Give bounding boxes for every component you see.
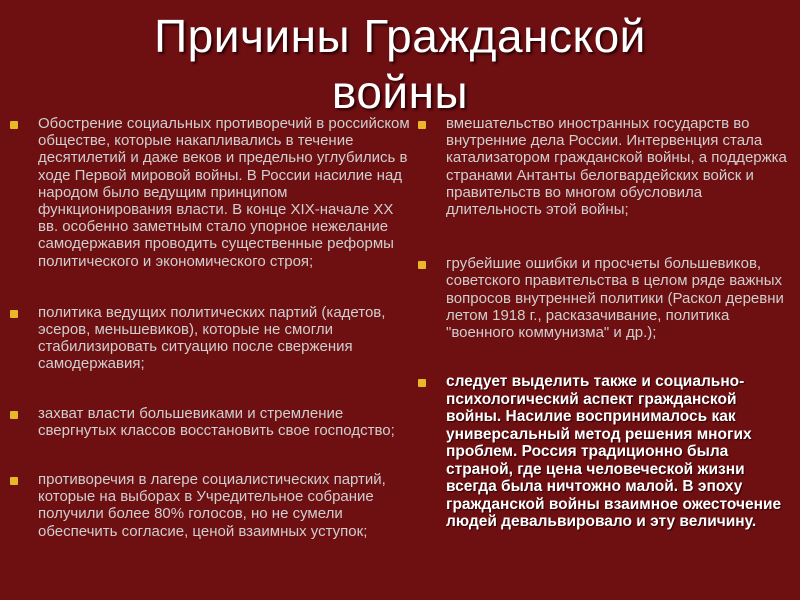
- square-bullet-icon: [10, 310, 18, 318]
- list-item: [418, 373, 790, 531]
- list-item: [418, 255, 790, 341]
- list-item: [10, 405, 410, 439]
- slide-title: [0, 8, 800, 120]
- list-item-text: вмешательство иностранных государств во внутренние дела России. Интервенция стала катализатором гражданской войны, а поддержка странами Антанты белогвардейских войск и правительств во многом обусловила длительность этой войны;: [446, 115, 787, 219]
- list-item-text-emphasized: следует выделить также и социально-психологический аспект гражданской войны. Насилие воспринималось как универсальный метод решения многих проблем. Россия традиционно была страной, где цена человеческой жизни всегда была ничтожно малой. В эпоху гражданской войны взаимное ожесточение людей девальвировало и эту величину.: [446, 373, 782, 531]
- square-bullet-icon: [10, 121, 18, 129]
- list-item: [10, 304, 410, 373]
- list-item-text: Обострение социальных противоречий в российском обществе, которые накапливались в течение десятилетий и даже веков и предельно углубились в ходе Первой мировой войны. В России насилие над народом было ведущим принципом функционирования власти. В конце XIX-начале XX вв. особенно заметным стало упорное нежелание самодержавия проводить существенные реформы политического и экономического строя;: [38, 115, 410, 270]
- square-bullet-icon: [418, 121, 426, 129]
- square-bullet-icon: [10, 411, 18, 419]
- square-bullet-icon: [10, 477, 18, 485]
- list-item: [418, 115, 790, 218]
- list-item-text: политика ведущих политических партий (кадетов, эсеров, меньшевиков), которые не смогли стабилизировать ситуацию после свержения самодержавия;: [38, 303, 386, 373]
- list-item-text: захват власти большевиками и стремление свергнутых классов восстановить свое господство;: [38, 404, 395, 439]
- list-item-text: противоречия в лагере социалистических партий, которые на выборах в Учредительное собрание получили более 80% голосов, но не сумели обеспечить согласие, ценой взаимных уступок;: [38, 471, 386, 540]
- list-item: [10, 115, 410, 270]
- right-column: [418, 115, 790, 531]
- slide-title-line-1: Причины Гражданской: [154, 10, 646, 62]
- square-bullet-icon: [418, 379, 426, 387]
- slide-title-line-2: войны: [331, 66, 469, 118]
- left-column: [10, 115, 410, 540]
- square-bullet-icon: [418, 261, 426, 269]
- list-item-text: грубейшие ошибки и просчеты большевиков, советского правительства в целом ряде важных вопросов внутренней политики (Раскол деревни летом 1918 г., расказачивание, политика "военного коммунизма" и др.);: [446, 255, 784, 342]
- list-item: [10, 471, 410, 540]
